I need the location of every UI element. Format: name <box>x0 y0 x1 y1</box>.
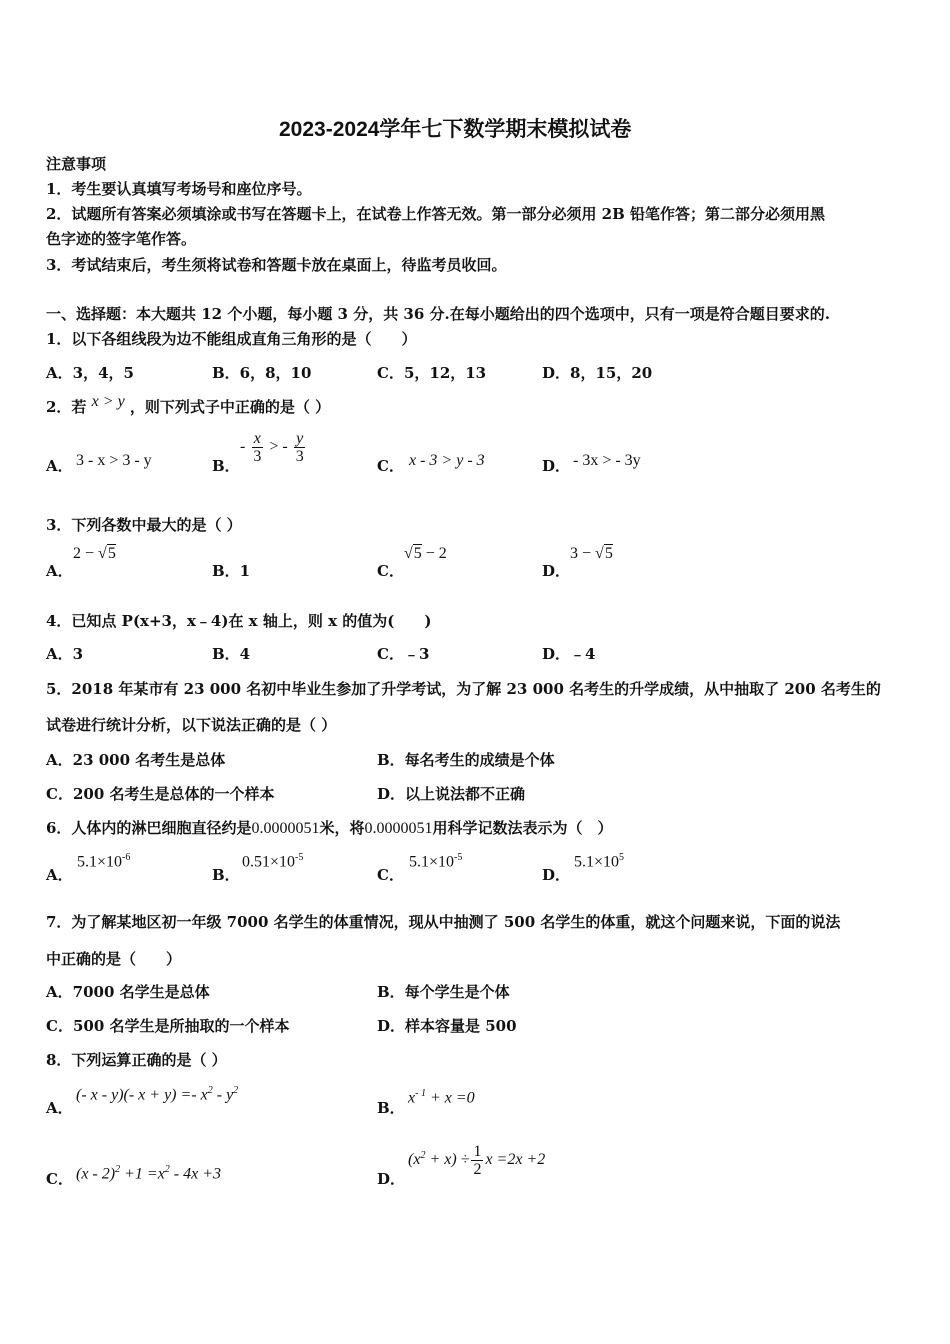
stem-text: 2．若 <box>46 398 87 416</box>
option-a-math <box>77 852 130 871</box>
option-c-label: C． <box>46 1170 73 1188</box>
math-exponent: 5 <box>619 852 625 863</box>
sqrt-sign: √ <box>98 545 107 562</box>
question-stem: 3．下列各数中最大的是（ ） <box>46 516 242 534</box>
math-text: - y <box>212 1086 234 1104</box>
question-stem <box>46 393 331 417</box>
stem-text: 用科学记数法表示为（ ） <box>432 819 613 837</box>
question-stem: 8．下列运算正确的是（ ） <box>46 1051 227 1069</box>
math-text: (x - 2) <box>76 1165 116 1183</box>
page-title: 2023-2024学年七下数学期末模拟试卷 <box>279 118 632 141</box>
question-stem <box>46 817 612 838</box>
option-c-label: C． <box>377 457 404 475</box>
notice-item: 色字迹的签字笔作答。 <box>46 230 197 248</box>
option-d: D．﹣4 <box>542 645 596 663</box>
numerator: 1 <box>473 1143 482 1160</box>
math-text: − 2 <box>421 545 447 562</box>
radicand: 5 <box>107 545 116 562</box>
option-b-math <box>408 1088 475 1107</box>
sqrt-sign: √ <box>595 545 604 562</box>
math-text: x =2x +2 <box>485 1151 546 1169</box>
notice-item: 2．试题所有答案必须填涂或书写在答题卡上，在试卷上作答无效。第一部分必须用 2B 铅笔作答；第二部分必须用黑 <box>46 205 826 223</box>
option-c-math <box>76 1164 221 1183</box>
math-text: 3 − <box>570 545 596 562</box>
option-b-math <box>242 852 303 871</box>
option-a-label: A． <box>46 562 73 580</box>
denominator: 3 <box>295 448 304 465</box>
option-d: D．以上说法都不正确 <box>377 785 526 803</box>
option-a-math <box>76 1085 238 1104</box>
math-text: + x) ÷ <box>425 1151 470 1169</box>
option-c-label: C． <box>377 562 404 580</box>
option-a-math <box>73 545 116 563</box>
option-c: C．500 名学生是所抽取的一个样本 <box>46 1017 290 1035</box>
stem-text: 6．人体内的淋巴细胞直径约是 <box>46 819 252 837</box>
question-stem: 4．已知点 P(x+3，x﹣4)在 x 轴上，则 x 的值为( ) <box>46 612 432 630</box>
option-a: A．3 <box>46 645 84 663</box>
math-exponent: 2 <box>420 1149 426 1161</box>
section-heading: 一、选择题：本大题共 12 个小题，每小题 3 分，共 36 分.在每小题给出的四个选项中，只有一项是符合题目要求的. <box>46 305 830 323</box>
math-text: +1 =x <box>120 1165 165 1183</box>
option-b-label: B． <box>212 866 240 884</box>
math-exponent: 2 <box>233 1085 239 1096</box>
math-base: 5.1×10 <box>409 853 455 871</box>
notice-item: 3．考试结束后，考生须将试卷和答题卡放在桌面上，待监考员收回。 <box>46 256 507 274</box>
math-text: (x <box>408 1151 421 1169</box>
math-text: - 4x +3 <box>169 1165 222 1183</box>
option-a-label: A． <box>46 457 73 475</box>
math-base: 5.1×10 <box>77 853 123 871</box>
stem-text: ，则下列式子中正确的是（ ） <box>129 398 331 416</box>
stem-number: 0.0000051 <box>251 820 320 837</box>
denominator: 2 <box>473 1161 482 1178</box>
numerator: y <box>296 430 304 447</box>
math-text: - <box>240 438 250 456</box>
notice-heading: 注意事项 <box>46 155 107 173</box>
option-b: B．每名考生的成绩是个体 <box>377 751 555 769</box>
math-base: 5.1×10 <box>574 853 620 871</box>
option-d: D．8，15，20 <box>542 364 653 382</box>
option-c-label: C． <box>377 866 404 884</box>
radicand: 5 <box>413 545 422 562</box>
option-b-math <box>240 430 308 465</box>
stem-number: 0.0000051 <box>364 820 433 837</box>
math-text: > - <box>265 438 292 456</box>
math-exponent: -6 <box>122 852 131 863</box>
option-c-math: x - 3 > y - 3 <box>409 452 485 469</box>
stem-math: x > y <box>91 393 125 410</box>
fraction <box>251 430 263 465</box>
question-stem-cont: 试卷进行统计分析，以下说法正确的是（ ） <box>46 716 337 734</box>
option-d-math <box>570 545 613 563</box>
fraction <box>471 1143 483 1178</box>
option-d-label: D． <box>542 562 571 580</box>
question-stem-cont: 中正确的是（ ） <box>46 950 182 968</box>
question-stem: 1．以下各组线段为边不能组成直角三角形的是（ ） <box>46 330 417 348</box>
option-d-label: D． <box>542 457 571 475</box>
option-d-math: - 3x > - 3y <box>573 452 641 469</box>
math-exponent: 2 <box>164 1164 170 1175</box>
option-d: D．样本容量是 500 <box>377 1017 517 1035</box>
option-b-label: B． <box>212 457 240 475</box>
option-b: B．每个学生是个体 <box>377 983 510 1001</box>
option-d-label: D． <box>377 1170 406 1188</box>
math-exponent: 2 <box>207 1085 213 1096</box>
math-exponent: -5 <box>295 852 304 863</box>
option-c: C．﹣3 <box>377 645 430 663</box>
option-c-math <box>404 545 447 563</box>
denominator: 3 <box>253 448 262 465</box>
option-a: A．3，4，5 <box>46 364 134 382</box>
radicand: 5 <box>604 545 613 562</box>
option-a: A．7000 名学生是总体 <box>46 983 210 1001</box>
stem-text: 米，将 <box>319 819 365 837</box>
option-b: B．6，8，10 <box>212 364 312 382</box>
notice-item: 1．考生要认真填写考场号和座位序号。 <box>46 180 312 198</box>
option-b: B．4 <box>212 645 251 663</box>
math-base: x <box>408 1089 416 1107</box>
math-text: 2 − <box>73 545 99 562</box>
sqrt-sign: √ <box>404 545 413 562</box>
option-a: A．23 000 名考生是总体 <box>46 751 226 769</box>
math-base: 0.51×10 <box>242 853 296 871</box>
option-d-math <box>408 1143 545 1178</box>
option-a-label: A． <box>46 866 73 884</box>
question-stem: 7．为了解某地区初一年级 7000 名学生的体重情况，现从中抽测了 500 名学生的体重，就这个问题来说，下面的说法 <box>46 913 841 931</box>
option-d-math <box>574 852 624 871</box>
option-b-label: B． <box>377 1099 405 1117</box>
math-text: (- x - y)(- x + y) =- x <box>76 1086 208 1104</box>
math-exponent: -5 <box>454 852 463 863</box>
math-text: + x =0 <box>425 1089 475 1107</box>
math-exponent: - 1 <box>415 1088 426 1099</box>
option-a-label: A． <box>46 1099 73 1117</box>
option-a-math: 3 - x > 3 - y <box>76 452 152 469</box>
fraction <box>294 430 306 465</box>
numerator: x <box>253 430 261 447</box>
option-d-label: D． <box>542 866 571 884</box>
option-c-math <box>409 852 462 871</box>
option-c: C．5，12，13 <box>377 364 487 382</box>
question-stem: 5．2018 年某市有 23 000 名初中毕业生参加了升学考试，为了解 23 000 名考生的升学成绩，从中抽取了 200 名考生的 <box>46 680 881 698</box>
option-c: C．200 名考生是总体的一个样本 <box>46 785 275 803</box>
math-exponent: 2 <box>115 1164 121 1175</box>
option-b: B．1 <box>212 562 251 580</box>
